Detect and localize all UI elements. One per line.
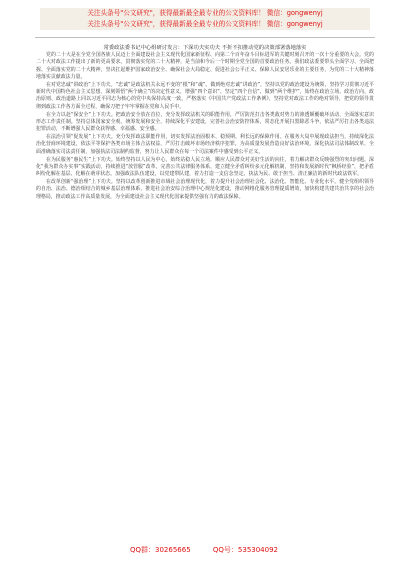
qq-group-text: QQ群：30265665 (130, 546, 191, 554)
qq-number-text: QQ号：535304092 (212, 546, 278, 554)
promo-banner-line-1: 关注头条号"公文研究"，获得最新最全最专业的公文资料库！ 微信：gongwenyj (87, 9, 323, 17)
header-divider (35, 37, 375, 38)
contact-footer (0, 544, 408, 564)
promo-banner-line-2: 关注头条号"公文研究"，获得最新最全最专业的公文资料库！ 微信：gongwenyj (87, 20, 323, 28)
document-body (36, 44, 374, 540)
paragraph-4: 在法治引领“促发展”上下功夫。充分发挥政法职能作用，切实发挥法治固根本、稳预期、利长远的保障作用。在服务大局中展现政法担当，持续深化法治化营商环境建设，依法平等保护各类市场主体合法权益，严厉打击破坏市场经济秩序犯罪，为高质量发展营造良好法治环境。深化执法司法体制改革，全面准确落实司法责任制，加强执法司法制约监督，努力让人民群众在每一个司法案件中感受到公平正义。 (36, 134, 374, 155)
paragraph-2: 在对党忠诚“讲政治”上下功夫。“忠诚”是政法机关永远不变的“根”和“魂”。做到绝对忠诚“讲政治”，坚持以党的政治建设为统领，坚持学习贯彻习近平新时代中国特色社会主义思想，深刻领悟“两个确立”的决定性意义，增强“四个意识”、坚定“四个自信”、做到“两个维护”，始终在政治立场、政治方向、政治原则、政治道路上同以习近平同志为核心的党中央保持高度一致。严格落实《中国共产党政法工作条例》，坚持党对政法工作的绝对领导，把党的领导贯彻到政法工作各方面全过程，确保刀把子牢牢掌握在党和人民手中。 (36, 81, 374, 110)
paragraph-6: 在改革创新“强治理”上下功夫。坚持以改革创新推进市域社会治理现代化，着力提升社会治理社会化、法治化、智能化、专业化水平。健全党组织领导的自治、法治、德治相结合的城乡基层治理体系，推进社会治安综合治理中心规范化建设，推动网格化服务管理提质增效，加快构建共建共治共享的社会治理格局，推动政法工作高质量发展，为全面建设社会主义现代化国家提供坚强有力的政法保障。 (36, 179, 374, 200)
promo-banner (40, 8, 370, 30)
paragraph-3: 在全力以赴“保安全”上下功夫。把政治安全放在首位，充分发挥政法机关的职能作用，严厉防范打击各类敌对势力的渗透颠覆破坏活动，全面落实意识形态工作责任制。坚持总体国家安全观，统筹发展和安全，持续深化平安建设，完善社会治安防控体系，常态化开展扫黑除恶斗争，依法严厉打击各类违法犯罪活动，不断增强人民群众获得感、幸福感、安全感。 (36, 111, 374, 133)
document-title: 常委政法委书记中心组研讨发言：下深功夫实功夫 不折不扣推动党的决策部署落地落实 (103, 45, 307, 51)
paragraph-5: 在为民服务“惠民生”上下功夫。始终坚持以人民为中心，始终站稳人民立场，顺应人民群众对美好生活的向往，着力解决群众反映强烈的突出问题。深化“我为群众办实事”实践活动，持续推进“放管服”改革，完善公共法律服务体系，建立健全矛盾纠纷多元化解机制，坚持和发展新时代“枫桥经验”，把矛盾纠纷化解在基层、化解在萌芽状态。加强政法队伍建设，以党建带队建，着力打造一支信念坚定、执法为民、敢于担当、清正廉洁的新时代政法铁军。 (36, 156, 374, 178)
paragraph-1: 党的二十大是在全党全国各族人民迈上全面建设社会主义现代化国家新征程、向第二个百年奋斗目标进军的关键时刻召开的一次十分重要的大会。党的二十大对政法工作提出了新的更高要求。贯彻落实党的二十大精神，是当前和今后一个时期全党全国的首要政治任务。我们政法委要带头全面学习、全面把握、全面落实党的二十大精神，坚决扛起维护国家政治安全、确保社会大局稳定、促进社会公平正义、保障人民安居乐业的主要任务，为党的二十大精神落地落实贡献政法力量。 (36, 52, 374, 80)
